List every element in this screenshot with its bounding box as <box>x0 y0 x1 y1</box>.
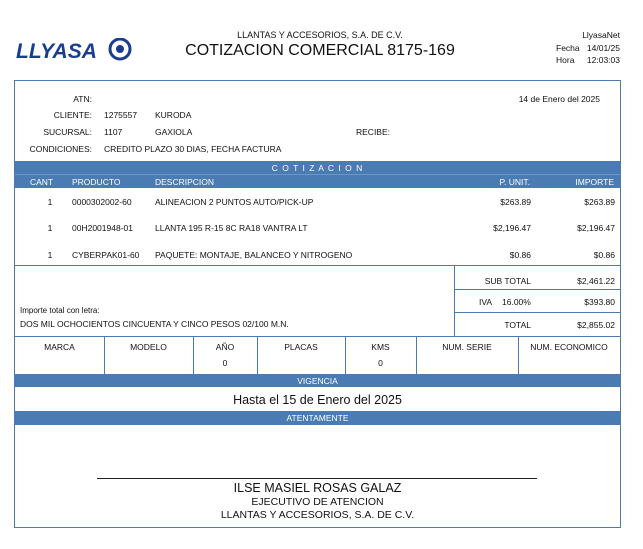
tire-hub-icon <box>116 45 124 53</box>
date-long: 14 de Enero del 2025 <box>518 94 600 104</box>
signature-line <box>97 478 537 479</box>
row-punit: $263.89 <box>500 197 531 207</box>
sucursal-number: 1107 <box>104 127 123 137</box>
signer-name: ILSE MASIEL ROSAS GALAZ <box>233 481 402 495</box>
iva-label: IVA <box>479 297 493 307</box>
row-descripcion: ALINEACION 2 PUNTOS AUTO/PICK-UP <box>155 197 314 207</box>
system-name: LlyasaNet <box>582 30 620 40</box>
anio-value: 0 <box>222 358 228 368</box>
col-cant: CANT <box>30 177 54 187</box>
col-punit: P. UNIT. <box>499 177 530 187</box>
atentamente-label: ATENTAMENTE <box>286 413 349 423</box>
company-name: LLANTAS Y ACCESORIOS, S.A. DE C.V. <box>237 30 403 40</box>
logo-mark <box>16 38 132 62</box>
iva-border <box>454 312 620 313</box>
letra-label: Importe total con letra: <box>20 306 100 315</box>
cliente-number: 1275557 <box>104 110 138 120</box>
vigencia-label: VIGENCIA <box>297 376 338 386</box>
placas-label: PLACAS <box>284 342 318 352</box>
cliente-label: CLIENTE: <box>53 110 92 120</box>
marca-label: MARCA <box>44 342 75 352</box>
kms-label: KMS <box>371 342 390 352</box>
row-cant: 1 <box>47 250 53 260</box>
atn-label: ATN: <box>73 94 92 104</box>
totals-divider <box>454 265 455 336</box>
total-label: TOTAL <box>504 320 531 330</box>
sucursal-name: GAXIOLA <box>155 127 193 137</box>
row-producto: 00H2001948-01 <box>72 223 133 233</box>
subtotal-border <box>454 289 620 290</box>
serie-label: NUM. SERIE <box>442 342 492 352</box>
row-importe: $0.86 <box>593 250 615 260</box>
row-producto: CYBERPAK01-60 <box>72 250 140 260</box>
row-cant: 1 <box>47 223 53 233</box>
row-punit: $2,196.47 <box>493 223 531 233</box>
row-producto: 0000302002-60 <box>72 197 132 207</box>
totals-top-border <box>15 265 620 266</box>
row-punit: $0.86 <box>509 250 531 260</box>
sucursal-label: SUCURSAL: <box>43 127 92 137</box>
vehicle-top-border <box>15 336 620 337</box>
page-title: COTIZACION COMERCIAL 8175-169 <box>185 42 455 59</box>
row-cant: 1 <box>47 197 53 207</box>
logo-text: LLYASA <box>16 40 97 62</box>
company-logo <box>16 38 132 62</box>
anio-label: AÑO <box>215 342 235 352</box>
iva-value: $393.80 <box>584 297 615 307</box>
col-importe: IMPORTE <box>575 177 614 187</box>
signer-role: EJECUTIVO DE ATENCION <box>251 496 384 508</box>
kms-value: 0 <box>378 358 383 368</box>
row-descripcion: PAQUETE: MONTAJE, BALANCEO Y NITROGENO <box>155 250 353 260</box>
row-importe: $263.89 <box>584 197 615 207</box>
fecha-label: Fecha <box>556 43 580 53</box>
row-importe: $2,196.47 <box>577 223 615 233</box>
letra-value: DOS MIL OCHOCIENTOS CINCUENTA Y CINCO PESOS 02/100 M.N. <box>20 319 289 329</box>
economico-label: NUM. ECONOMICO <box>530 342 608 352</box>
total-value: $2,855.02 <box>577 320 615 330</box>
vigencia-text: Hasta el 15 de Enero del 2025 <box>233 393 402 407</box>
signer-company: LLANTAS Y ACCESORIOS, S.A. DE C.V. <box>220 509 415 521</box>
condiciones-label: CONDICIONES: <box>29 144 92 154</box>
subtotal-label: SUB TOTAL <box>484 276 531 286</box>
condiciones-value: CREDITO PLAZO 30 DIAS, FECHA FACTURA <box>104 144 282 154</box>
recibe-label: RECIBE: <box>356 127 391 137</box>
hora-label: Hora <box>556 55 575 65</box>
row-descripcion: LLANTA 195 R-15 8C RA18 VANTRA LT <box>155 223 308 233</box>
modelo-label: MODELO <box>130 342 167 352</box>
iva-rate: 16.00% <box>502 297 531 307</box>
subtotal-value: $2,461.22 <box>577 276 615 286</box>
fecha-value: 14/01/25 <box>586 43 620 53</box>
col-descripcion: DESCRIPCION <box>155 177 215 187</box>
cotizacion-title: C O T I Z A C I O N <box>271 163 364 173</box>
hora-value: 12:03:03 <box>586 55 620 65</box>
cliente-name: KURODA <box>155 110 192 120</box>
col-producto: PRODUCTO <box>72 177 121 187</box>
header-divider <box>15 174 620 175</box>
